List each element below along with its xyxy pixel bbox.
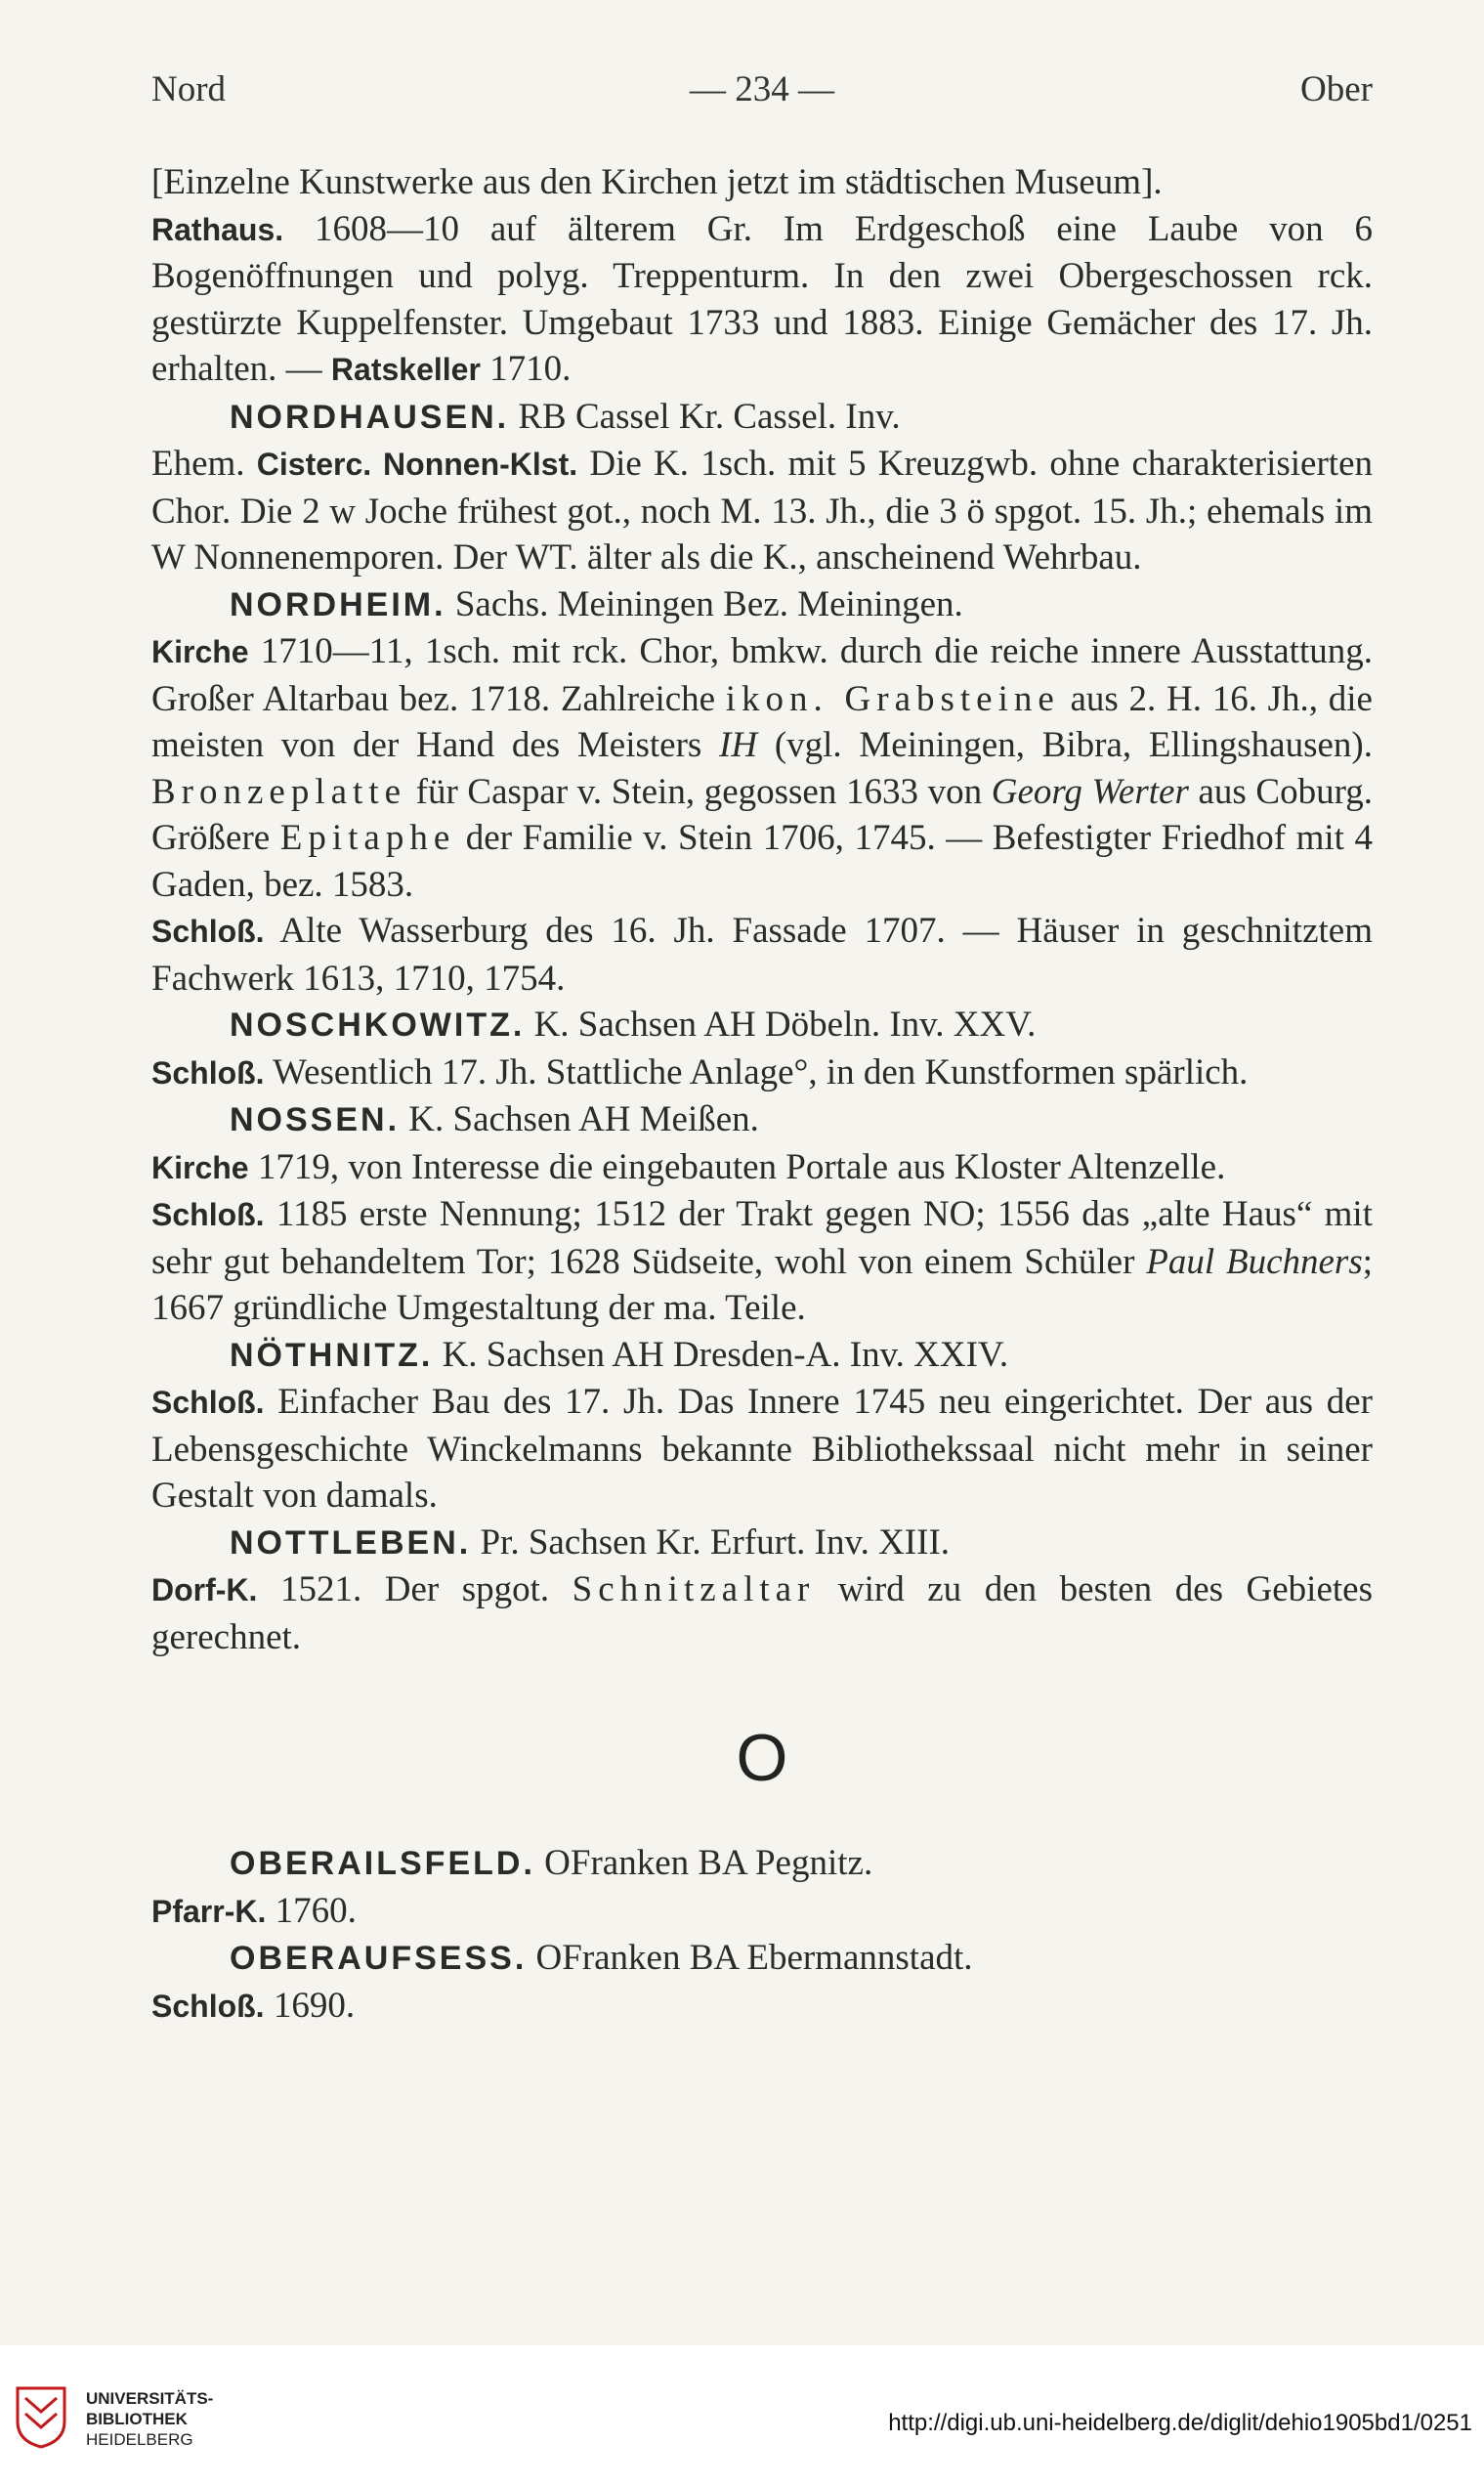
place-name: NOSSEN. <box>230 1101 401 1138</box>
entry-label: Schloß. <box>151 1988 265 2024</box>
entry-label: Kirche <box>151 634 249 669</box>
place-heading-oberailsfeld: OBERAILSFELD. OFranken BA Pegnitz. <box>230 1843 873 1883</box>
entry-label: Cisterc. Nonnen-Klst. <box>256 447 578 482</box>
entry-label: Rathaus. <box>151 211 284 247</box>
paragraph-nossen-kirche: Kirche 1719, von Interesse die eingebauten Portale aus Kloster Altenzelle. <box>151 1146 1226 1187</box>
paragraph-oberaufsess: Schloß. 1690. <box>151 1985 356 2026</box>
institution-name: UNIVERSITÄTS- BIBLIOTHEK HEIDELBERG <box>86 2389 214 2449</box>
entry-label: Pfarr-K. <box>151 1893 267 1929</box>
place-name: OBERAUFSESS. <box>230 1940 528 1977</box>
entry-label: Ratskeller <box>330 352 481 387</box>
place-name: OBERAILSFELD. <box>230 1845 535 1882</box>
place-heading-nossen: NOSSEN. K. Sachsen AH Meißen. <box>230 1099 759 1139</box>
place-name: NÖTHNITZ. <box>230 1336 434 1374</box>
paragraph-oberailsfeld: Pfarr-K. 1760. <box>151 1890 357 1931</box>
section-letter: O <box>736 1721 788 1795</box>
paragraph-nordhausen: Ehem. Cisterc. Nonnen-Klst. Die K. 1sch. mit 5 Kreuzgwb. ohne charakterisierten Chor. Die 2 w Joche frühest got., noch M. 13. Jh., die 3 ö spgot. 15. Jh.; ehemals im W Nonnenemporen. Der WT. älter als die K., anscheinend Wehrbau. <box>151 444 1374 578</box>
place-heading-noethnitz: NÖTHNITZ. K. Sachsen AH Dresden-A. Inv. XXIV. <box>230 1334 1009 1375</box>
running-head-left: Nord <box>151 69 227 109</box>
paragraph-nordheim-kirche: Kirche 1710—11, 1sch. mit rck. Chor, bmkw. durch die reiche innere Ausstattung. Großer Altarbau bez. 1718. Zahlreiche ikon. Grabsteine aus 2. H. 16. Jh., die meisten von der Hand des Meisters IH (vgl. Meiningen, Bibra, Ellingshausen). Bronzeplatte für Caspar v. Stein, gegossen 1633 von Georg Werter aus Coburg. Größere Epitaphe der Familie v. Stein 1706, 1745. — Befestigter Friedhof mit 4 Gaden, bez. 1583. <box>151 631 1374 905</box>
running-head-right: Ober <box>1300 69 1373 109</box>
place-heading-noschkowitz: NOSCHKOWITZ. K. Sachsen AH Döbeln. Inv. XXV. <box>230 1005 1037 1045</box>
paragraph-museum-note: [Einzelne Kunstwerke aus den Kirchen jetzt im städtischen Museum]. <box>151 162 1163 202</box>
paragraph-nottleben: Dorf-K. 1521. Der spgot. Schnitzaltar wird zu den besten des Gebietes gerechnet. <box>151 1569 1373 1657</box>
page-number: — 234 — <box>690 69 834 109</box>
place-name: NORDHEIM. <box>230 585 446 623</box>
place-name: NOTTLEBEN. <box>230 1523 472 1562</box>
entry-label: Schloß. <box>151 1197 265 1232</box>
university-seal-icon <box>12 2382 70 2451</box>
running-head <box>151 68 1373 127</box>
entry-label: Dorf-K. <box>151 1572 258 1607</box>
place-heading-nordhausen: NORDHAUSEN. RB Cassel Kr. Cassel. Inv. <box>230 396 901 437</box>
page-body <box>151 159 1373 2030</box>
paragraph-noethnitz: Schloß. Einfacher Bau des 17. Jh. Das Innere 1745 neu eingerichtet. Der aus der Lebensgeschichte Winckelmanns bekannte Bibliothekssaal nicht mehr in seiner Gestalt von damals. <box>151 1382 1373 1516</box>
place-name: NOSCHKOWITZ. <box>230 1006 526 1044</box>
paragraph-noschkowitz: Schloß. Wesentlich 17. Jh. Stattliche Anlage°, in den Kunstformen spärlich. <box>151 1051 1249 1092</box>
permalink-url[interactable]: http://digi.ub.uni-heidelberg.de/diglit/dehio1905bd1/0251 <box>888 2410 1472 2436</box>
place-name: NORDHAUSEN. <box>230 398 510 436</box>
paragraph-nossen-schloss: Schloß. 1185 erste Nennung; 1512 der Trakt gegen NO; 1556 das „alte Haus“ mit sehr gut behandeltem Tor; 1628 Südseite, wohl von einem Schüler Paul Buchners; 1667 gründliche Umgestaltung der ma. Teile. <box>151 1194 1374 1328</box>
entry-label: Schloß. <box>151 1054 265 1091</box>
library-footer <box>0 2345 1484 2484</box>
paragraph-nordheim-schloss: Schloß. Alte Wasserburg des 16. Jh. Fassade 1707. — Häuser in geschnitztem Fachwerk 1613, 1710, 1754. <box>151 911 1373 999</box>
entry-label: Schloß. <box>151 1385 265 1420</box>
entry-label: Schloß. <box>151 914 265 949</box>
place-heading-oberaufsess: OBERAUFSESS. OFranken BA Ebermannstadt. <box>230 1938 973 1978</box>
entry-label: Kirche <box>151 1149 249 1185</box>
place-heading-nordheim: NORDHEIM. Sachs. Meiningen Bez. Meiningen. <box>230 583 963 624</box>
paragraph-rathaus: Rathaus. 1608—10 auf älterem Gr. Im Erdgeschoß eine Laube von 6 Bogenöffnungen und polyg. Treppenturm. In den zwei Obergeschossen rck. gestürzte Kuppelfenster. Umgebaut 1733 und 1883. Einige Gemächer des 17. Jh. erhalten. — Ratskeller 1710. <box>151 208 1373 389</box>
place-heading-nottleben: NOTTLEBEN. Pr. Sachsen Kr. Erfurt. Inv. XIII. <box>230 1521 951 1563</box>
